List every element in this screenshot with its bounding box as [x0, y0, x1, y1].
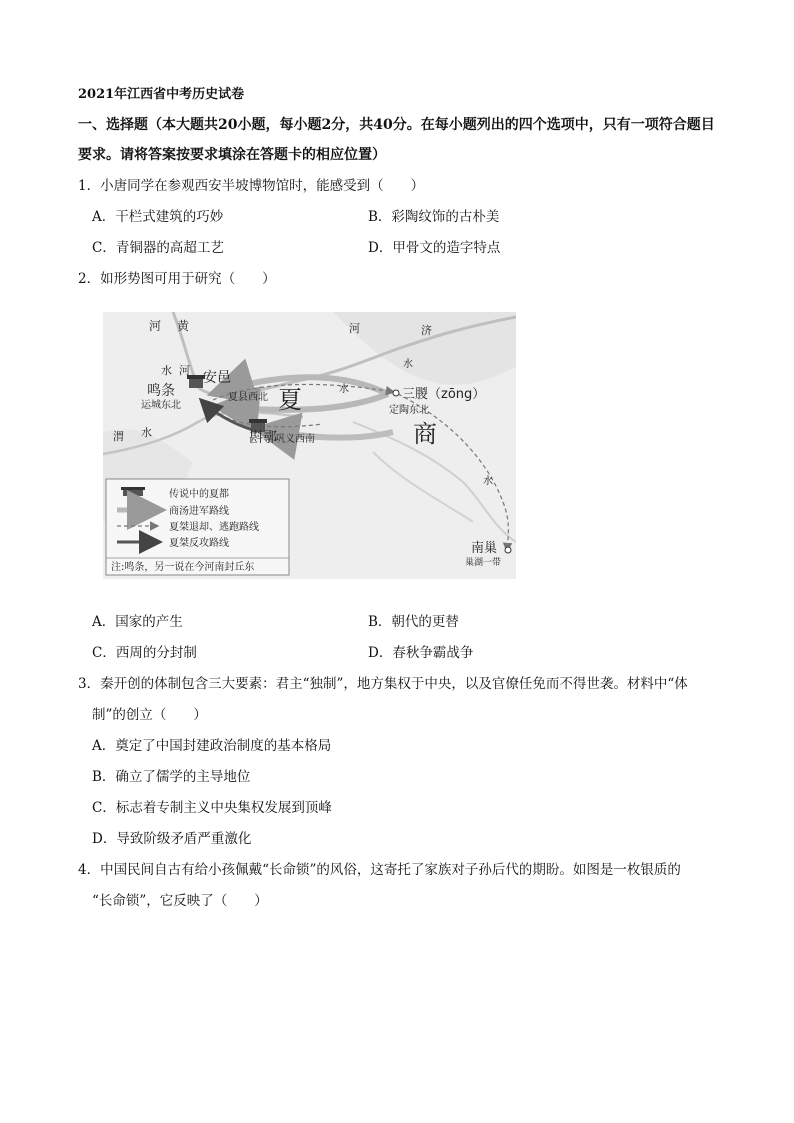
map-legend — [106, 479, 289, 575]
legend-item-1: 传说中的夏都 — [169, 489, 229, 500]
section-heading-line2: 要求。请将答案按要求填涂在答题卡的相应位置） — [78, 147, 386, 163]
label-nanchao-note: 巢湖一带 — [465, 558, 502, 568]
legend-item-4: 夏桀反攻路线 — [169, 538, 229, 549]
question-3-option-a[interactable]: A．奠定了中国封建政治制度的基本格局 — [92, 738, 332, 754]
label-shui1: 水 — [161, 364, 172, 377]
label-ji: 济 — [421, 324, 432, 337]
label-huang: 黄 — [177, 319, 190, 333]
label-he3: 河 — [349, 322, 360, 335]
label-zhenxun-note: 巩义西南 — [275, 434, 315, 445]
xia-shang-situation-map — [103, 312, 516, 579]
exam-title: 2021年江西省中考历史试卷 — [78, 87, 245, 102]
label-nanchao: 南巢 — [471, 541, 498, 556]
nanchao-point — [505, 547, 511, 553]
question-2-option-c[interactable]: C．西周的分封制 — [92, 645, 197, 661]
label-anyi-note: 夏县西北 — [228, 392, 268, 403]
legend-capital-icon — [121, 487, 145, 496]
question-2-option-a[interactable]: A．国家的产生 — [92, 614, 183, 630]
question-2-stem: 2．如形势图可用于研究（ ） — [78, 271, 276, 287]
label-zhenxun: 斟鄩 — [249, 430, 277, 446]
legend-item-2: 商汤进军路线 — [169, 506, 229, 517]
question-4-stem-line1: 4．中国民间自古有给小孩佩戴“长命锁”的风俗，这寄托了家族对子孙后代的期盼。如图是一枚银质的 — [78, 862, 681, 878]
question-2-option-d[interactable]: D．春秋争霸战争 — [368, 645, 474, 661]
section-heading-line1: 一、选择题（本大题共20小题，每小题2分，共40分。在每小题列出的四个选项中，只有一项符合题目 — [78, 117, 715, 133]
label-mingtiao: 鸣条 — [147, 383, 175, 399]
label-shui2: 水 — [141, 426, 152, 439]
legend-item-3: 夏桀退却、逃跑路线 — [169, 522, 259, 533]
label-wei: 渭 — [113, 430, 124, 443]
label-xia: 夏 — [278, 386, 302, 414]
question-3-stem-line2: 制”的创立（ ） — [92, 707, 207, 723]
label-shui5: 水 — [483, 476, 493, 487]
label-sanzong: 三朡（zōng） — [402, 387, 486, 402]
label-shui4: 水 — [403, 359, 413, 370]
legend-note: 注:鸣条，另一说在今河南封丘东 — [111, 562, 255, 573]
label-sanzong-note: 定陶东北 — [389, 405, 429, 416]
question-1-stem: 1．小唐同学在参观西安半坡博物馆时，能感受到（ ） — [78, 178, 425, 194]
label-he2: 河 — [179, 364, 190, 377]
question-1-option-a[interactable]: A．干栏式建筑的巧妙 — [92, 209, 224, 225]
question-3-option-d[interactable]: D．导致阶级矛盾严重激化 — [92, 831, 252, 847]
label-shang: 商 — [413, 420, 437, 448]
question-1-option-d[interactable]: D．甲骨文的造字特点 — [368, 240, 501, 256]
label-anyi: 安邑 — [203, 370, 231, 386]
map-svg — [103, 312, 516, 579]
label-shui3: 水 — [339, 384, 349, 395]
question-3-stem-line1: 3．秦开创的体制包含三大要素：君主“独制”，地方集权于中央，以及官僚任免而不得世袭。材料中“体 — [78, 676, 688, 692]
label-mingtiao-note: 运城东北 — [141, 400, 181, 411]
label-he1: 河 — [149, 319, 162, 333]
question-1-option-b[interactable]: B．彩陶纹饰的古朴美 — [368, 209, 500, 225]
sanzong-point — [393, 390, 399, 396]
question-2-option-b[interactable]: B．朝代的更替 — [368, 614, 459, 630]
question-1-option-c[interactable]: C．青铜器的高超工艺 — [92, 240, 224, 256]
question-4-stem-line2: “长命锁”，它反映了（ ） — [92, 893, 268, 909]
question-3-option-b[interactable]: B．确立了儒学的主导地位 — [92, 769, 251, 785]
question-3-option-c[interactable]: C．标志着专制主义中央集权发展到顶峰 — [92, 800, 332, 816]
